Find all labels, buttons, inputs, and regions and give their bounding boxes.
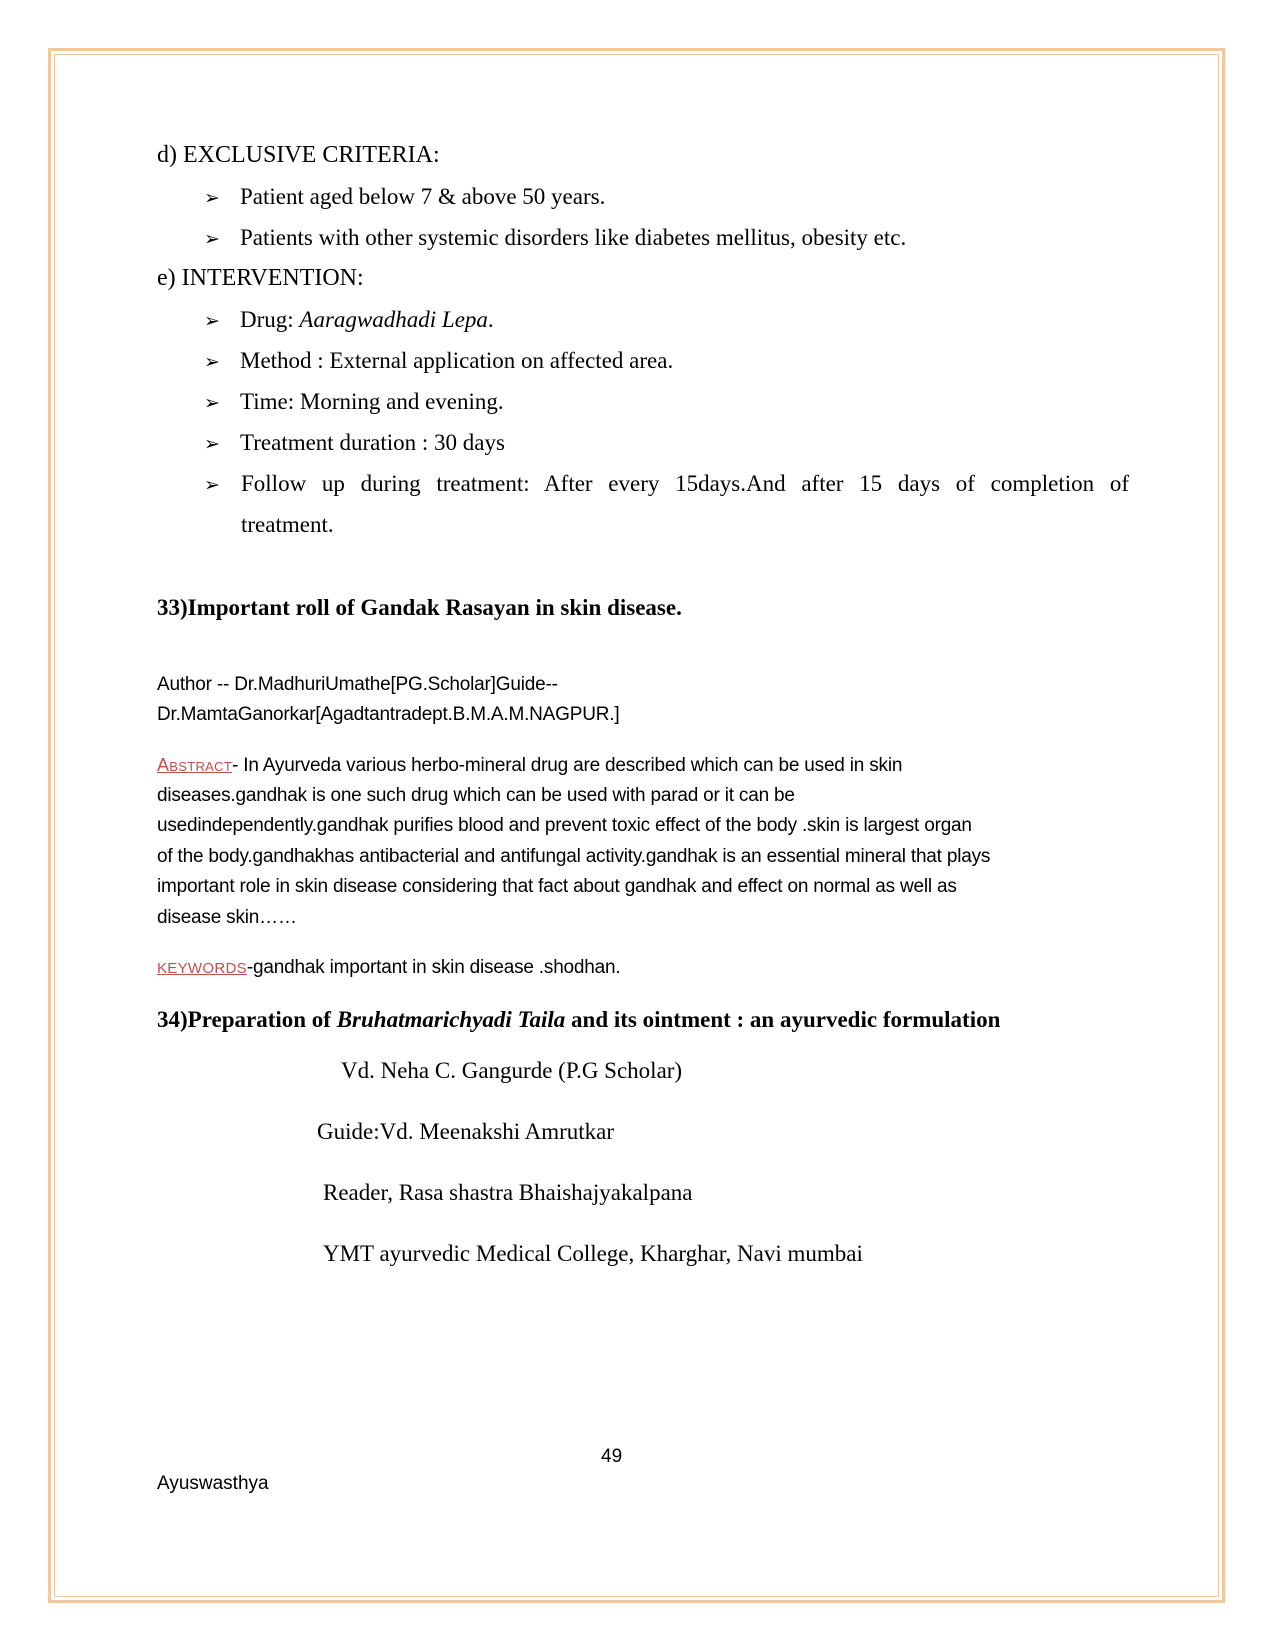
abstract-line	[157, 755, 902, 777]
drug-suffix: .	[487, 307, 494, 332]
arrow-bullet-icon: ➢	[204, 229, 220, 250]
list-item-text: Patient aged below 7 & above 50 years.	[240, 184, 606, 209]
article-34-author: Vd. Neha C. Gangurde (P.G Scholar)	[341, 1058, 683, 1083]
article-34-title-prefix: 34)Preparation of	[157, 1007, 337, 1032]
list-item-time	[204, 389, 504, 415]
keywords-line	[157, 957, 620, 979]
list-item-text: Method : External application on affected area.	[240, 348, 674, 373]
arrow-bullet-icon: ➢	[204, 475, 220, 496]
abstract-text: - In Ayurveda various herbo-mineral drug are described which can be used in skin	[232, 755, 903, 776]
list-item-drug	[204, 307, 494, 333]
keywords-label: KEYWORDS	[157, 960, 247, 977]
arrow-bullet-icon: ➢	[204, 393, 220, 414]
followup-text-line1: Follow up during treatment: After every 15days.And after 15 days of completion of	[241, 471, 1129, 496]
article-34-designation: Reader, Rasa shastra Bhaishajyakalpana	[323, 1180, 693, 1205]
abstract-line: important role in skin disease considering that fact about gandhak and effect on normal as well as	[157, 876, 957, 897]
list-item-followup	[204, 471, 240, 497]
drug-prefix: Drug:	[240, 307, 300, 332]
arrow-bullet-icon: ➢	[204, 434, 220, 455]
abstract-line: usedindependently.gandhak purifies blood and prevent toxic effect of the body .skin is largest organ	[157, 815, 972, 836]
journal-name-footer: Ayuswasthya	[157, 1473, 269, 1494]
list-item-text: Treatment duration : 30 days	[240, 430, 505, 455]
list-item-text: Patients with other systemic disorders like diabetes mellitus, obesity etc.	[240, 225, 907, 250]
abstract-line: disease skin……	[157, 907, 297, 928]
abstract-line: of the body.gandhakhas antibacterial and antifungal activity.gandhak is an essential mineral that plays	[157, 846, 991, 867]
list-item-duration	[204, 430, 505, 456]
article-33-title: 33)Important roll of Gandak Rasayan in skin disease.	[157, 595, 682, 620]
article-34-title-suffix: and its ointment : an ayurvedic formulation	[565, 1007, 1001, 1032]
article-34-guide: Guide:Vd. Meenakshi Amrutkar	[317, 1119, 615, 1144]
article-34-college: YMT ayurvedic Medical College, Kharghar, Navi mumbai	[323, 1241, 863, 1266]
arrow-bullet-icon: ➢	[204, 188, 220, 209]
list-item	[204, 184, 605, 210]
intervention-heading: e) INTERVENTION:	[157, 265, 364, 291]
followup-text-line2: treatment.	[241, 512, 334, 537]
keywords-text: -gandhak important in skin disease .shodhan.	[246, 957, 621, 978]
article-33-author-line1: Author -- Dr.MadhuriUmathe[PG.Scholar]Guide--	[157, 674, 558, 695]
arrow-bullet-icon: ➢	[204, 311, 220, 332]
page-number: 49	[601, 1446, 623, 1467]
list-item-method	[204, 348, 673, 374]
article-34-title	[157, 1007, 1000, 1033]
arrow-bullet-icon: ➢	[204, 352, 220, 373]
abstract-line: diseases.gandhak is one such drug which can be used with parad or it can be	[157, 785, 795, 806]
article-34-title-italic: Bruhatmarichyadi Taila	[336, 1007, 566, 1032]
list-item-text: Time: Morning and evening.	[240, 389, 504, 414]
exclusive-criteria-heading: d) EXCLUSIVE CRITERIA:	[157, 142, 440, 168]
article-33-author-line2: Dr.MamtaGanorkar[Agadtantradept.B.M.A.M.NAGPUR.]	[157, 704, 620, 725]
drug-name: Aaragwadhadi Lepa	[299, 307, 488, 332]
list-item	[204, 225, 906, 251]
abstract-label: Abstract	[157, 755, 233, 775]
